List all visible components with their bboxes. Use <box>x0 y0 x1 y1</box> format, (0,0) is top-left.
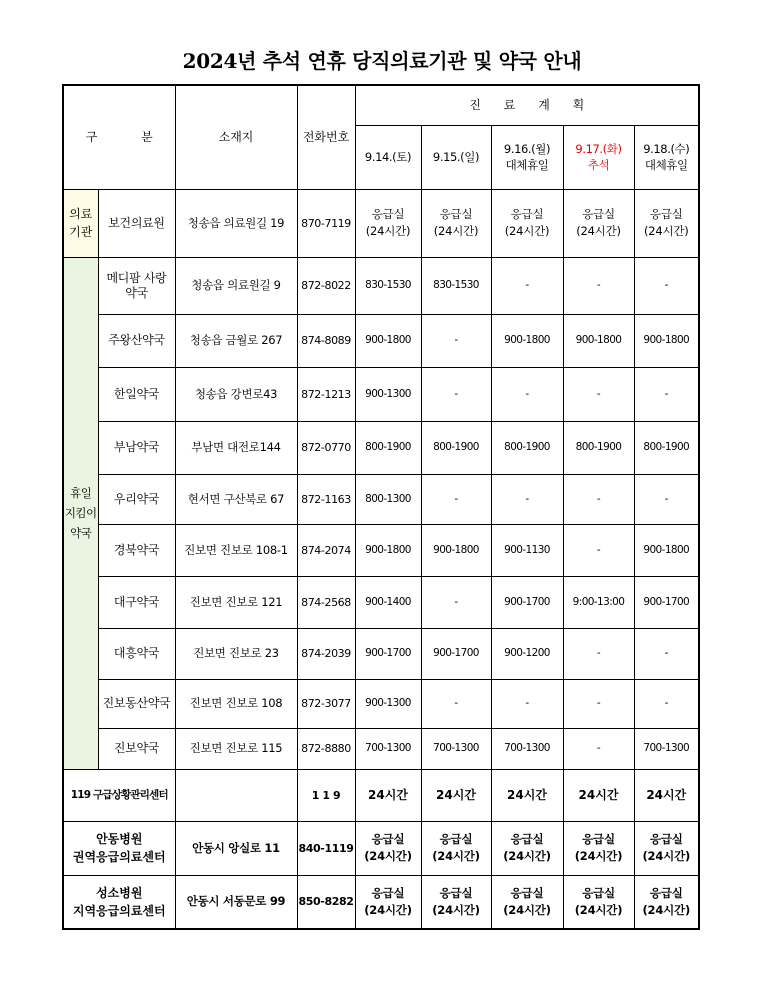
phone-cell: 874-2039 <box>297 628 355 679</box>
duty-schedule-table <box>62 84 700 930</box>
hours-cell: 900-1300 <box>355 679 421 728</box>
pharmacy-name: 부남약국 <box>98 421 175 474</box>
group-label-pharmacy: 휴일 지킴이 약국 <box>63 257 98 769</box>
hours-cell: 응급실 (24시간) <box>491 875 563 929</box>
hours-cell: 응급실 (24시간) <box>491 189 563 257</box>
pharmacy-row <box>63 576 699 628</box>
address-cell: 청송읍 금월로 267 <box>175 314 297 367</box>
address-header: 소재지 <box>175 85 297 189</box>
hours-cell: 응급실 (24시간) <box>634 189 699 257</box>
page-title: 2024년 추석 연휴 당직의료기관 및 약국 안내 <box>182 49 582 73</box>
hours-cell: - <box>563 257 634 314</box>
phone-cell: 1 1 9 <box>297 769 355 821</box>
hours-cell: 800-1300 <box>355 474 421 524</box>
pharmacy-row <box>63 367 699 421</box>
address-cell: 현서면 구산북로 67 <box>175 474 297 524</box>
emergency-row-andong <box>63 821 699 875</box>
medical-institution-row <box>63 189 699 257</box>
address-cell: 안동시 앙실로 11 <box>175 821 297 875</box>
address-cell: 안동시 서동문로 99 <box>175 875 297 929</box>
hours-cell: 응급실 (24시간) <box>355 189 421 257</box>
hours-cell: 응급실 (24시간) <box>355 875 421 929</box>
pharmacy-row <box>63 257 699 314</box>
hours-cell: 24시간 <box>355 769 421 821</box>
pharmacy-name: 대흥약국 <box>98 628 175 679</box>
address-cell: 청송읍 강변로43 <box>175 367 297 421</box>
phone-cell: 870-7119 <box>297 189 355 257</box>
address-cell: 청송읍 의료원길 19 <box>175 189 297 257</box>
hours-cell: - <box>421 679 491 728</box>
address-cell: 부남면 대전로144 <box>175 421 297 474</box>
pharmacy-name: 대구약국 <box>98 576 175 628</box>
address-cell: 진보면 진보로 108-1 <box>175 524 297 576</box>
hours-cell: - <box>421 474 491 524</box>
address-cell: 청송읍 의료원길 9 <box>175 257 297 314</box>
hours-cell: 900-1300 <box>355 367 421 421</box>
hours-cell: 700-1300 <box>421 728 491 769</box>
pharmacy-row <box>63 474 699 524</box>
hours-cell: 900-1800 <box>421 524 491 576</box>
pharmacy-name: 메디팜 사랑 약국 <box>98 257 175 314</box>
hours-cell: - <box>563 628 634 679</box>
phone-cell: 874-8089 <box>297 314 355 367</box>
address-cell: 진보면 진보로 23 <box>175 628 297 679</box>
hours-cell: - <box>421 367 491 421</box>
hours-cell: 900-1700 <box>355 628 421 679</box>
hours-cell: 900-1400 <box>355 576 421 628</box>
pharmacy-name: 경북약국 <box>98 524 175 576</box>
hours-cell: 900-1130 <box>491 524 563 576</box>
hours-cell: - <box>634 679 699 728</box>
pharmacy-name: 한일약국 <box>98 367 175 421</box>
hours-cell: 900-1800 <box>634 314 699 367</box>
hours-cell: 900-1200 <box>491 628 563 679</box>
hours-cell: - <box>563 679 634 728</box>
hours-cell: 900-1800 <box>355 314 421 367</box>
hours-cell: 830-1530 <box>421 257 491 314</box>
pharmacy-row <box>63 628 699 679</box>
hours-cell: 800-1900 <box>355 421 421 474</box>
hours-cell: 응급실 (24시간) <box>634 821 699 875</box>
hours-cell: - <box>421 314 491 367</box>
hours-cell: 800-1900 <box>563 421 634 474</box>
hours-cell: 800-1900 <box>491 421 563 474</box>
hours-cell: 9:00-13:00 <box>563 576 634 628</box>
hours-cell: 응급실 (24시간) <box>421 189 491 257</box>
phone-cell: 872-1163 <box>297 474 355 524</box>
pharmacy-row <box>63 314 699 367</box>
date-header: 9.18.(수) 대체휴일 <box>634 125 699 189</box>
phone-cell: 872-0770 <box>297 421 355 474</box>
hours-cell: - <box>634 257 699 314</box>
hours-cell: 응급실 (24시간) <box>634 875 699 929</box>
hours-cell: 응급실 (24시간) <box>355 821 421 875</box>
hours-cell: 800-1900 <box>634 421 699 474</box>
hours-cell: 900-1800 <box>491 314 563 367</box>
hours-cell: 800-1900 <box>421 421 491 474</box>
hours-cell: 24시간 <box>563 769 634 821</box>
phone-cell: 874-2074 <box>297 524 355 576</box>
hours-cell: - <box>491 474 563 524</box>
pharmacy-row <box>63 524 699 576</box>
phone-header: 전화번호 <box>297 85 355 189</box>
address-cell: 진보면 진보로 108 <box>175 679 297 728</box>
date-header: 9.16.(월) 대체휴일 <box>491 125 563 189</box>
pharmacy-row <box>63 728 699 769</box>
hours-cell: 응급실 (24시간) <box>563 189 634 257</box>
emergency-center-name: 안동병원 권역응급의료센터 <box>63 821 175 875</box>
group-label-medical: 의료 기관 <box>63 189 98 257</box>
hours-cell: 900-1800 <box>563 314 634 367</box>
hours-cell: 24시간 <box>491 769 563 821</box>
date-header: 9.14.(토) <box>355 125 421 189</box>
hours-cell: - <box>563 524 634 576</box>
date-header-holiday: 9.17.(화) 추석 <box>563 125 634 189</box>
phone-cell: 840-1119 <box>297 821 355 875</box>
hours-cell: 700-1300 <box>355 728 421 769</box>
hours-cell: 24시간 <box>634 769 699 821</box>
emergency-row-seongso <box>63 875 699 929</box>
phone-cell: 872-8022 <box>297 257 355 314</box>
hours-cell: 응급실 (24시간) <box>563 821 634 875</box>
hours-cell: - <box>491 367 563 421</box>
hours-cell: - <box>634 628 699 679</box>
hours-cell: - <box>563 728 634 769</box>
institution-name: 보건의료원 <box>98 189 175 257</box>
emergency-row-119 <box>63 769 699 821</box>
phone-cell: 872-1213 <box>297 367 355 421</box>
hours-cell: 900-1700 <box>634 576 699 628</box>
hours-cell: 700-1300 <box>491 728 563 769</box>
address-cell: 진보면 진보로 121 <box>175 576 297 628</box>
emergency-center-name: 119 구급상황관리센터 <box>63 769 175 821</box>
hours-cell: 응급실 (24시간) <box>421 875 491 929</box>
hours-cell: 900-1700 <box>491 576 563 628</box>
emergency-center-name: 성소병원 지역응급의료센터 <box>63 875 175 929</box>
hours-cell: 900-1700 <box>421 628 491 679</box>
hours-cell: 24시간 <box>421 769 491 821</box>
schedule-header: 진 료 계 획 <box>355 85 699 125</box>
pharmacy-name: 진보동산약국 <box>98 679 175 728</box>
hours-cell: 응급실 (24시간) <box>491 821 563 875</box>
category-header: 구 분 <box>63 85 175 189</box>
phone-cell: 872-3077 <box>297 679 355 728</box>
hours-cell: 900-1800 <box>355 524 421 576</box>
address-cell-empty <box>175 769 297 821</box>
hours-cell: - <box>421 576 491 628</box>
hours-cell: 응급실 (24시간) <box>563 875 634 929</box>
phone-cell: 872-8880 <box>297 728 355 769</box>
hours-cell: - <box>491 257 563 314</box>
phone-cell: 874-2568 <box>297 576 355 628</box>
header-row-top <box>63 85 699 125</box>
hours-cell: 응급실 (24시간) <box>421 821 491 875</box>
hours-cell: - <box>491 679 563 728</box>
pharmacy-row <box>63 421 699 474</box>
hours-cell: 900-1800 <box>634 524 699 576</box>
date-header: 9.15.(일) <box>421 125 491 189</box>
hours-cell: - <box>634 474 699 524</box>
hours-cell: - <box>563 474 634 524</box>
hours-cell: - <box>634 367 699 421</box>
address-cell: 진보면 진보로 115 <box>175 728 297 769</box>
pharmacy-name: 우리약국 <box>98 474 175 524</box>
hours-cell: 830-1530 <box>355 257 421 314</box>
pharmacy-name: 진보약국 <box>98 728 175 769</box>
pharmacy-row <box>63 679 699 728</box>
pharmacy-name: 주왕산약국 <box>98 314 175 367</box>
phone-cell: 850-8282 <box>297 875 355 929</box>
hours-cell: - <box>563 367 634 421</box>
hours-cell: 700-1300 <box>634 728 699 769</box>
